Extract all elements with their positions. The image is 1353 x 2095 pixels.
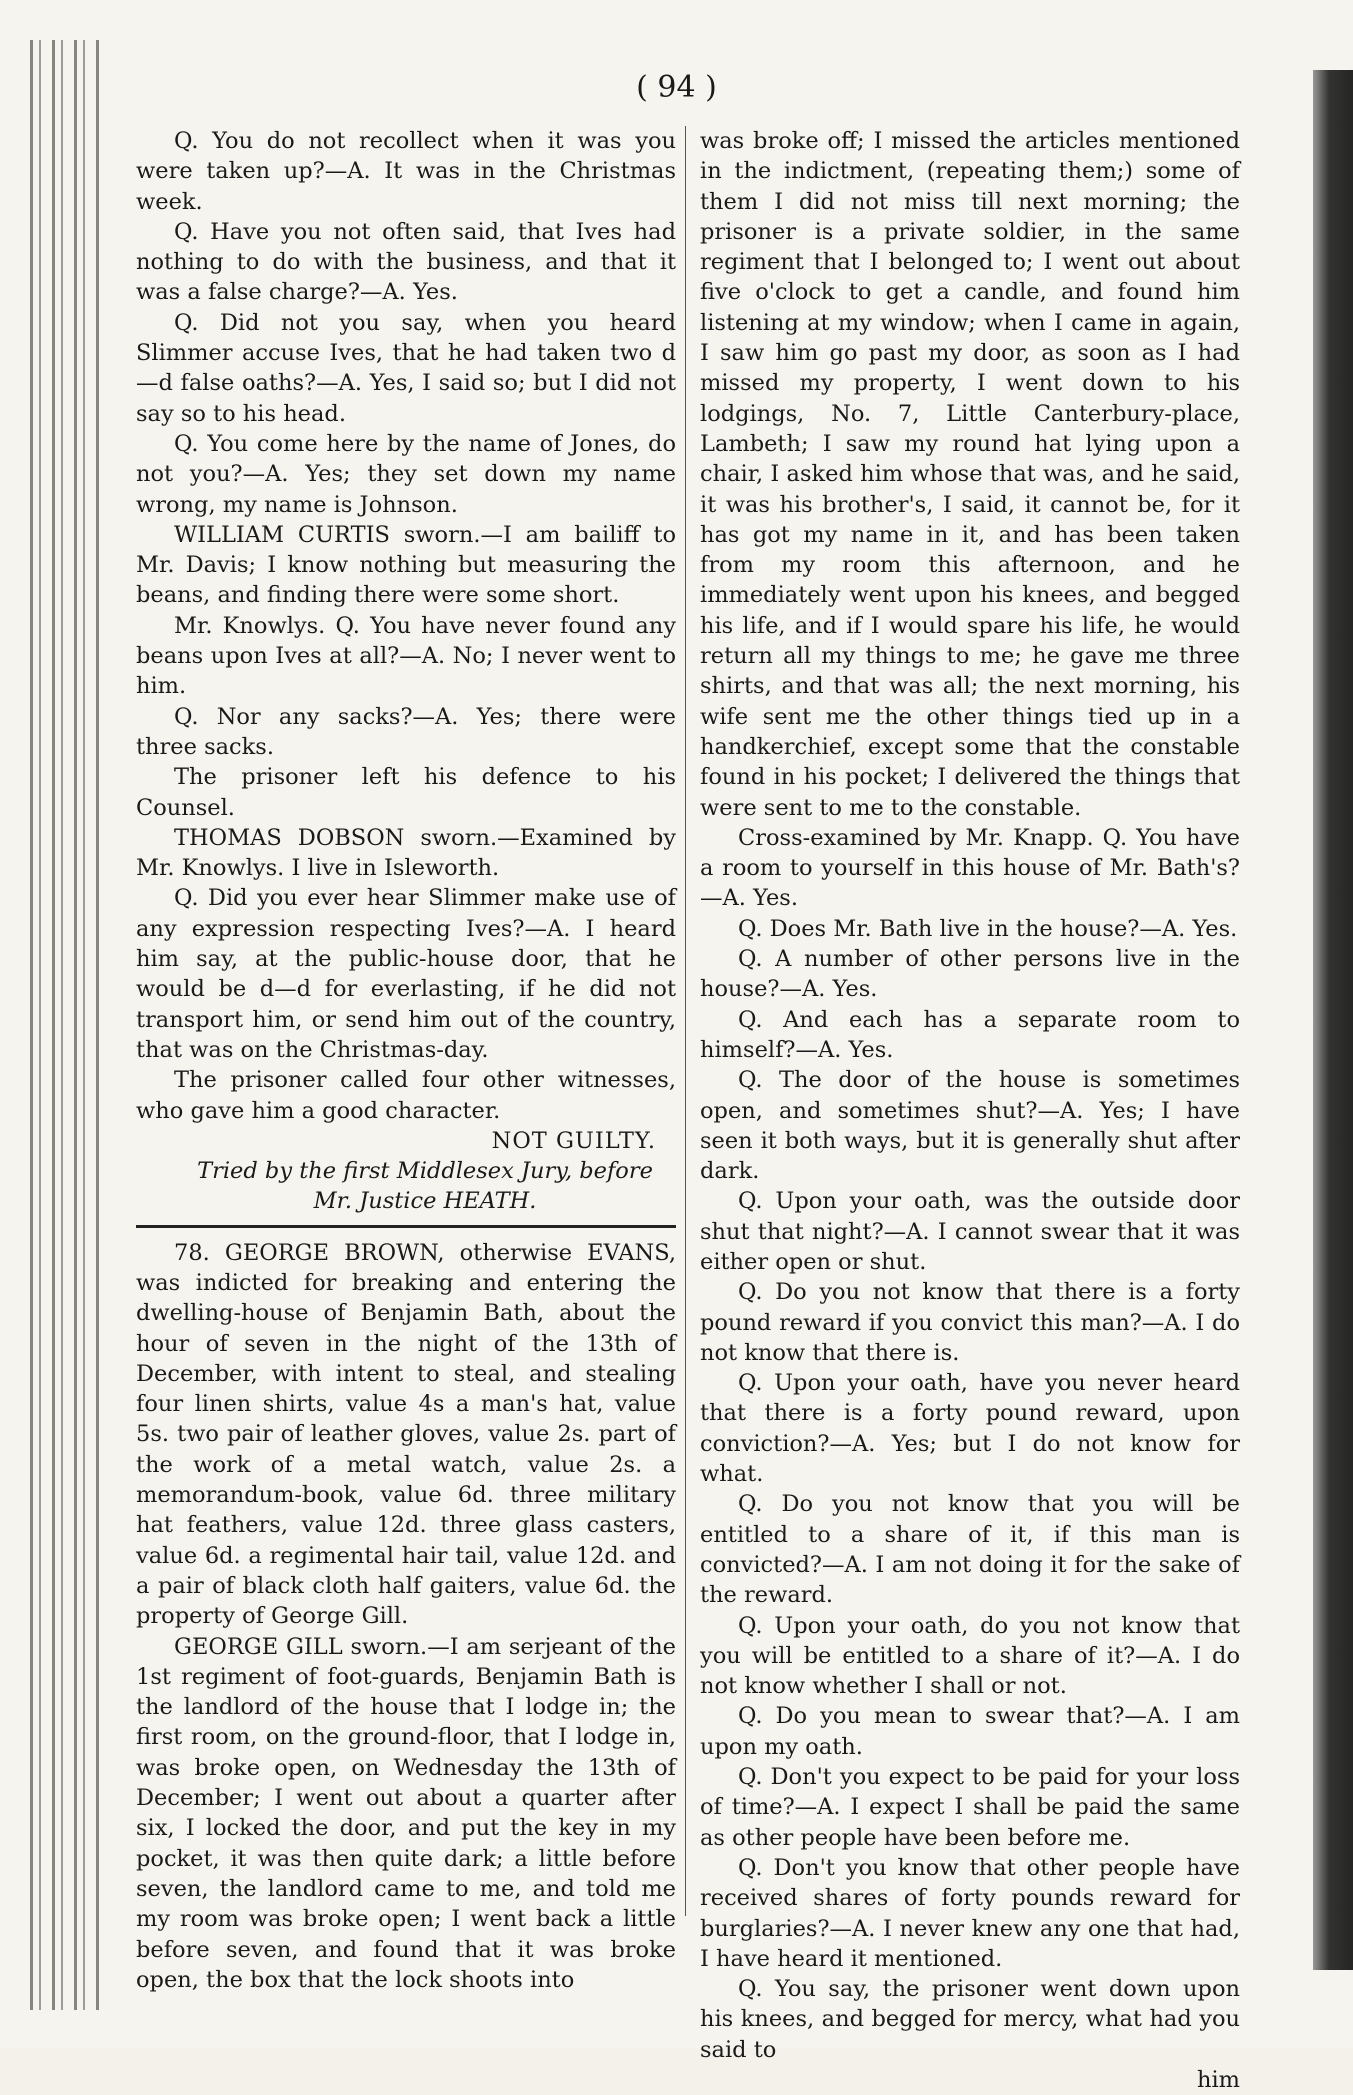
paragraph: Q. Do you mean to swear that?—A. I am upon my oath.: [700, 1703, 1240, 1760]
paragraph: The prisoner called four other witnesses, who gave him a good character.: [136, 1067, 676, 1124]
section-rule: [136, 1225, 676, 1228]
paragraph: THOMAS DOBSON sworn.—Examined by Mr. Knowlys. I live in Isleworth.: [136, 824, 676, 882]
paragraph: GEORGE GILL sworn.—I am serjeant of the 1st regiment of foot-guards, Benjamin Bath is the landlord of the house that I lodge in; the first room, on the ground-floor, that I lodge in, was broke open, on Wednesday the 13th of December; I went out about a quarter after six, I locked the door, and put the key in my pocket, it was then quite dark; a little before seven, the landlord came to me, and told me my room was broke open; I went back a little before seven, and found that it was broke open, the box that the lock shoots into: [136, 1633, 676, 1993]
catchword: him: [1196, 2067, 1240, 2093]
paragraph: 78. GEORGE BROWN, otherwise EVANS, was indicted for breaking and entering the dwelling-house of Benjamin Bath, about the hour of seven in the night of the 13th of December, with intent to steal, and stealing four linen shirts, value 4s a man's hat, value 5s. two pair of leather gloves, value 2s. part of the work of a metal watch, value 2s. a memorandum-book, value 6d. three military hat feathers, value 12d. three glass casters, value 6d. a regimental hair tail, value 12d. and a pair of black cloth half gaiters, value 6d. the property of George Gill.: [136, 1239, 676, 1630]
paragraph: Q. You come here by the name of Jones, do not you?—A. Yes; they set down my name wrong, my name is Johnson.: [136, 430, 676, 518]
paragraph: Q. Upon your oath, do you not know that you will be entitled to a share of it?—A. I do not know whether I shall or not.: [700, 1612, 1240, 1700]
paragraph: Q. Do you not know that there is a forty pound reward if you convict this man?—A. I do not know that there is.: [700, 1279, 1240, 1366]
paragraph: Mr. Knowlys. Q. You have never found any beans upon Ives at all?—A. No; I never went to him.: [136, 612, 676, 700]
paragraph: Q. Upon your oath, was the outside door shut that night?—A. I cannot swear that it was either open or shut.: [700, 1188, 1240, 1275]
court-line: Mr. Justice HEATH.: [313, 1188, 537, 1215]
paragraph: Q. Don't you expect to be paid for your loss of time?—A. I expect I shall be paid the same as other people have been before me.: [700, 1764, 1240, 1851]
page-number: ( 94 ): [636, 70, 717, 105]
paragraph: Q. Do you not know that you will be entitled to a share of it, if this man is convicted?—A. I am not doing it for the sake of the reward.: [700, 1491, 1240, 1609]
paragraph: Cross-examined by Mr. Knapp. Q. You have a room to yourself in this house of Mr. Bath's?—A. Yes.: [700, 824, 1240, 912]
paragraph: Q. The door of the house is sometimes open, and sometimes shut?—A. Yes; I have seen it both ways, but it is generally shut after dark.: [700, 1067, 1240, 1185]
paragraph: Q. Upon your oath, have you never heard that there is a forty pound reward, upon conviction?—A. Yes; but I do not know for what.: [700, 1370, 1240, 1488]
paragraph: WILLIAM CURTIS sworn.—I am bailiff to Mr. Davis; I know nothing but measuring the beans, and finding there were some short.: [136, 521, 676, 609]
paragraph: was broke off; I missed the articles mentioned in the indictment, (repeating them;) some of them I did not miss till next morning; the prisoner is a private soldier, in the same regiment that I belonged to; I went out about five o'clock to get a candle, and found him listening at my window; when I came in again, I saw him go past my door, as soon as I had missed my property, I went down to his lodgings, No. 7, Little Canterbury-place, Lambeth; I saw my round hat lying upon a chair, I asked him whose that was, and he said, it was his brother's, I said, it cannot be, for it has got my name in it, and has been taken from my room this afternoon, and he immediately went upon his knees, and begged his life, and if I would spare his life, he would return all my things to me; he gave me three shirts, and that was all; the next morning, his wife sent me the other things tied up in a handkerchief, except some that the constable found in his pocket; I delivered the things that were sent to me to the constable.: [700, 128, 1240, 821]
paragraph: Q. A number of other persons live in the house?—A. Yes.: [700, 946, 1240, 1003]
paragraph: Q. You say, the prisoner went down upon his knees, and begged for mercy, what had you said to: [700, 1976, 1240, 2063]
court-line: Tried by the first Middlesex Jury, before: [197, 1158, 653, 1185]
paragraph: Q. Does Mr. Bath live in the house?—A. Yes.: [738, 915, 1238, 942]
paragraph: Q. And each has a separate room to himself?—A. Yes.: [700, 1006, 1240, 1063]
paragraph: Q. Don't you know that other people have received shares of forty pounds reward for burglaries?—A. I never knew any one that had, I have heard it mentioned.: [700, 1854, 1240, 1972]
left-column: [136, 126, 676, 1995]
verdict: NOT GUILTY.: [491, 1127, 656, 1154]
paragraph: Q. Did not you say, when you heard Slimmer accuse Ives, that he had taken two d—d false oaths?—A. Yes, I said so; but I did not say so to his head.: [136, 309, 676, 427]
paragraph: Q. Did you ever hear Slimmer make use of any expression respecting Ives?—A. I heard him say, at the public-house door, that he would be d—d for everlasting, if he did not transport him, or send him out of the country, that was on the Christmas-day.: [136, 885, 676, 1063]
right-column: [700, 126, 1240, 2095]
column-divider: [685, 126, 686, 1916]
paragraph: Q. You do not recollect when it was you were taken up?—A. It was in the Christmas week.: [136, 128, 676, 215]
paragraph: The prisoner left his defence to his Counsel.: [136, 764, 676, 821]
paragraph: Q. Nor any sacks?—A. Yes; there were three sacks.: [136, 703, 676, 760]
page-shadow-edge: [1313, 70, 1353, 1970]
paragraph: Q. Have you not often said, that Ives had nothing to do with the business, and that it was a false charge?—A. Yes.: [136, 218, 676, 306]
page-binding-edge: [30, 40, 100, 2010]
